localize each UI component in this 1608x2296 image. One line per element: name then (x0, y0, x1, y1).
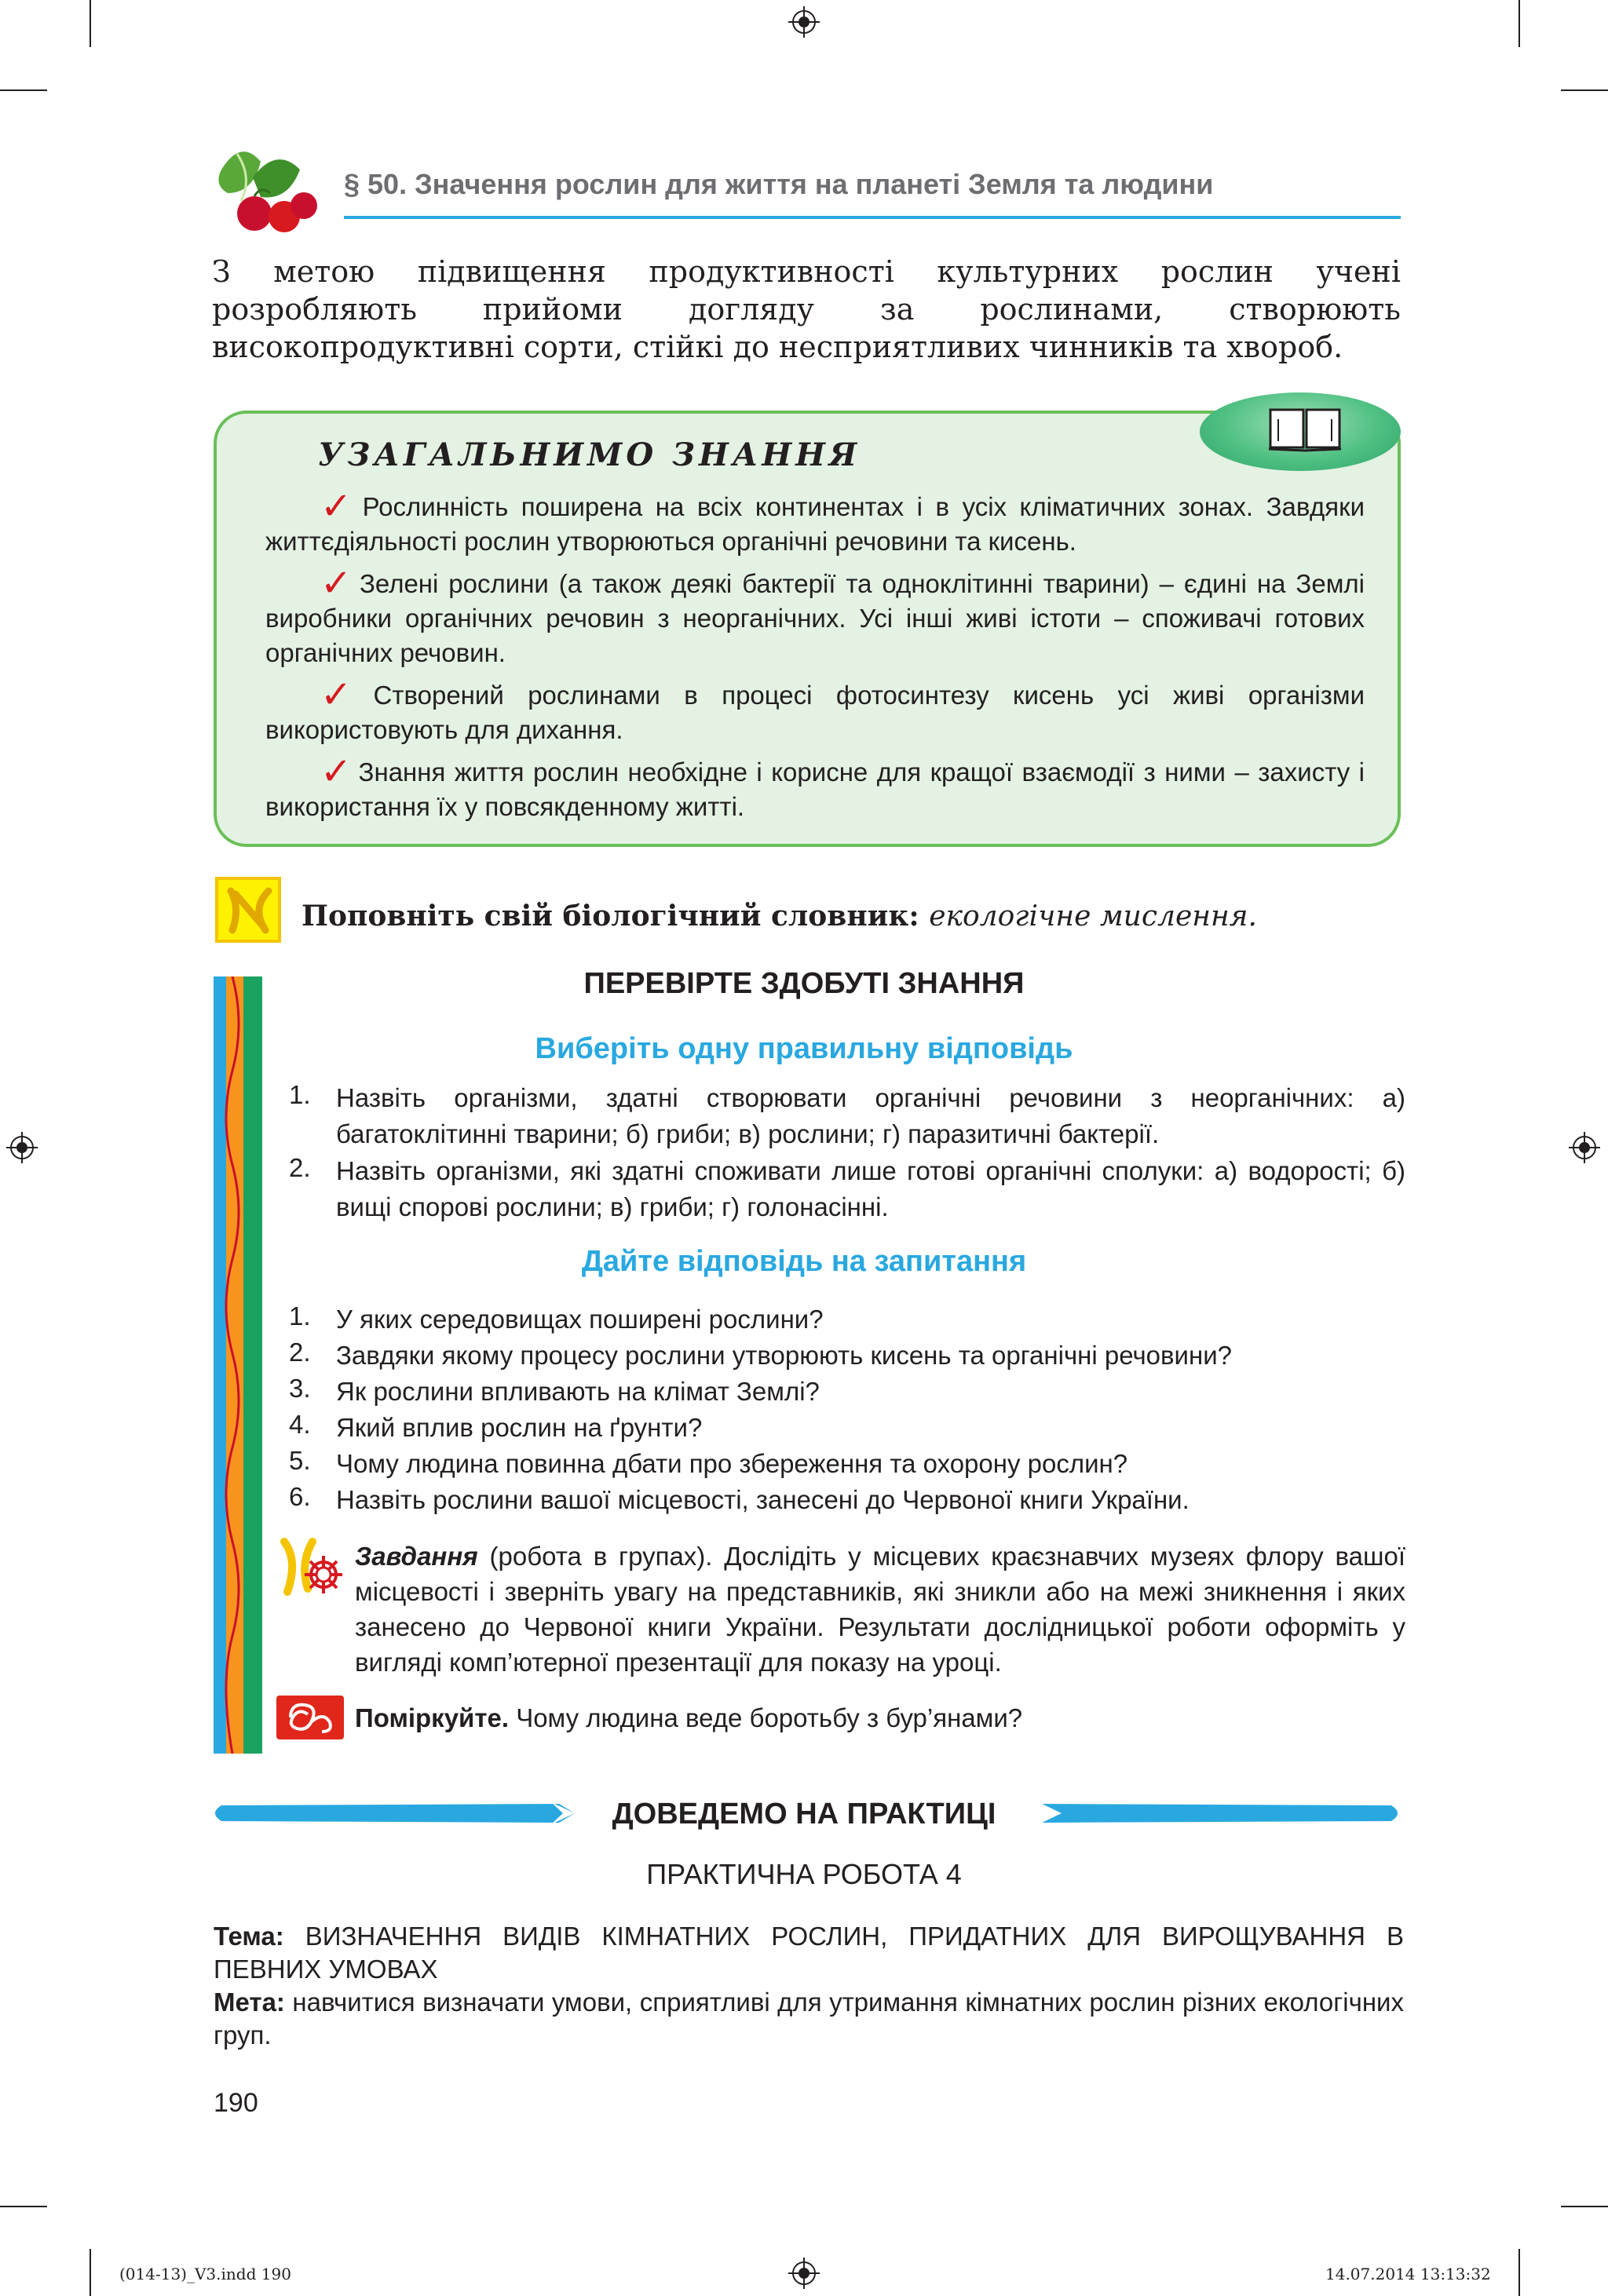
question-number: 3. (289, 1374, 311, 1403)
summary-title: УЗАГАЛЬНИМО ЗНАННЯ (318, 436, 861, 473)
group-task: Завдання (робота в групах). Дослідіть у місцевих краєзнавчих музеях флору вашої місцевості і зверніть увагу на представників, які зникли або на межі зникнення і яких занесено до Червоної книги України. Результати дослідницької роботи оформіть у вигляді комп’ютерної презентації для показу на уроці. (355, 1542, 1405, 1677)
question-number: 5. (289, 1446, 311, 1475)
print-slug-timestamp: 14.07.2014 13:13:32 (1325, 2265, 1491, 2283)
checkmark-icon: ✓ (320, 561, 355, 605)
registration-mark-icon (788, 2258, 820, 2289)
question-number: 4. (289, 1410, 311, 1439)
summary-item: ✓ Зелені рослини (а також деякі бактерії та одноклітинні тварини) – єдині на Землі виробники органічних речовин з неорганічних. Усі інші живі істоти – споживачі готових органічних речовин. (265, 561, 1365, 667)
think-prompt: Поміркуйте. Чому людина веде боротьбу з бур’янами? (355, 1703, 1023, 1732)
question-text: Чому людина повинна дбати про збереження та охорону рослин? (336, 1449, 1128, 1478)
check-knowledge-title: ПЕРЕВІРТЕ ЗДОБУТІ ЗНАННЯ (583, 967, 1025, 1000)
checkmark-icon: ✓ (320, 484, 358, 528)
registration-mark-icon (6, 1132, 38, 1163)
intro-paragraph: З метою підвищення продуктивності культурних рослин учені розробляють прийоми догляду за рослинами, створюють високопродуктивні сорти, стійкі до несприятливих чинників та хвороб. (212, 254, 1401, 364)
registration-mark-icon (788, 6, 820, 38)
checkmark-icon: ✓ (320, 673, 369, 717)
dictionary-icon (215, 877, 281, 943)
registration-mark-icon (1569, 1132, 1600, 1163)
book-badge (1200, 392, 1401, 471)
section-title: § 50. Значення рослин для життя на планеті Земля та людини (344, 168, 1214, 200)
crop-mark (90, 0, 91, 47)
print-slug-file: (014-13)_V3.indd 190 (119, 2265, 291, 2283)
crop-mark (1518, 2249, 1520, 2296)
question-text: Назвіть організми, здатні створювати органічні речовини з неорганічних: а) багатоклітинні тварини; б) гриби; в) рослини; г) паразитичні бактерії. (336, 1083, 1405, 1148)
think-label: Поміркуйте. (355, 1703, 510, 1732)
plant-ornament-icon (206, 138, 323, 240)
task-label: Завдання (355, 1542, 478, 1571)
dictionary-term: екологічне мислення. (929, 900, 1257, 933)
crop-mark (1518, 0, 1520, 47)
header-divider (344, 216, 1401, 219)
summary-item: ✓ Рослинність поширена на всіх континентах і в усіх кліматичних зонах. Завдяки життєдіяльності рослин утворюються органічні речовини та кисень. (265, 484, 1365, 556)
dictionary-prompt: Поповніть свій біологічний словник: екологічне мислення. (302, 900, 1257, 933)
summary-item: ✓ Знання життя рослин необхідне і корисне для кращої взаємодії з ними – захисту і використання їх у повсякденному житті. (265, 750, 1365, 821)
crop-mark (0, 2206, 47, 2207)
practice-banner-title: ДОВЕДЕМО НА ПРАКТИЦІ (612, 1798, 996, 1831)
crop-mark (0, 89, 47, 91)
answer-questions-title: Дайте відповідь на запитання (581, 1245, 1027, 1278)
question-number: 2. (289, 1153, 311, 1182)
question-text: Назвіть рослини вашої місцевості, занесені до Червоної книги України. (336, 1485, 1190, 1514)
checkmark-icon: ✓ (320, 750, 354, 794)
question-text: Як рослини впливають на клімат Землі? (336, 1377, 820, 1406)
decorative-stripes (214, 976, 262, 1754)
question-number: 1. (289, 1080, 311, 1109)
crop-mark (1561, 2206, 1608, 2207)
choose-answer-title: Виберіть одну правильну відповідь (535, 1032, 1073, 1065)
practical-goal: Мета: навчитися визначати умови, сприятливі для утримання кімнатних рослин різних екологічних груп. (214, 1988, 1404, 2050)
question-text: Завдяки якому процесу рослини утворюють кисень та органічні речовини? (336, 1341, 1232, 1370)
crop-mark (90, 2249, 91, 2296)
practical-work-title: ПРАКТИЧНА РОБОТА 4 (646, 1858, 962, 1890)
question-text: Який вплив рослин на ґрунти? (336, 1413, 703, 1442)
question-number: 1. (289, 1301, 311, 1331)
group-task-icon (276, 1537, 347, 1600)
question-text: У яких середовищах поширені рослини? (336, 1305, 824, 1334)
practical-topic: Тема: ВИЗНАЧЕННЯ ВИДІВ КІМНАТНИХ РОСЛИН, ПРИДАТНИХ ДЛЯ ВИРОЩУВАННЯ В ПЕВНИХ УМОВАХ (214, 1922, 1404, 1984)
think-icon (276, 1696, 344, 1739)
book-icon (1267, 405, 1343, 454)
crop-mark (1561, 89, 1608, 91)
summary-item: ✓ Створений рослинами в процесі фотосинтезу кисень усі живі організми використовують для дихання. (265, 673, 1365, 744)
page-number: 190 (214, 2088, 258, 2118)
question-number: 6. (289, 1482, 311, 1511)
question-text: Назвіть організми, які здатні споживати лише готові органічні сполуки: а) водорості; б) вищі спорові рослини; в) гриби; г) голонасінні. (336, 1156, 1405, 1221)
question-number: 2. (289, 1338, 311, 1367)
